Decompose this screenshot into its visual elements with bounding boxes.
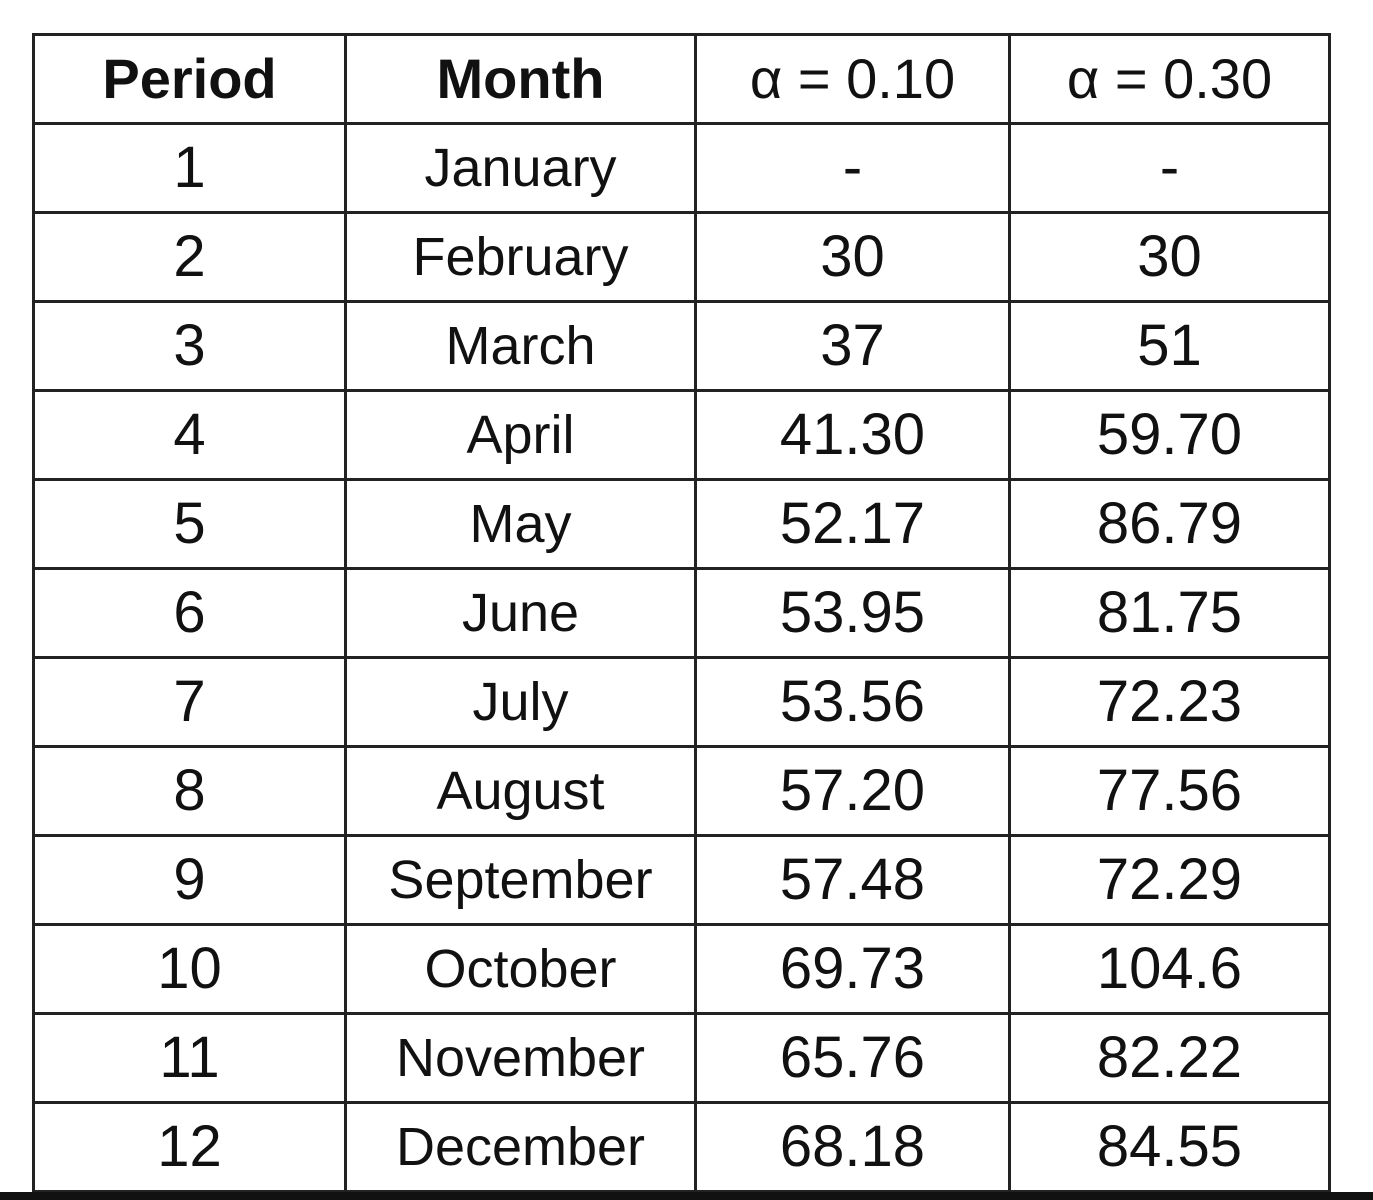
cell-period: 11 xyxy=(34,1014,346,1103)
cell-period: 4 xyxy=(34,391,346,480)
table-row xyxy=(34,1103,1330,1192)
table-row xyxy=(34,302,1330,391)
cell-alpha-030: - xyxy=(1010,124,1330,213)
cell-month: January xyxy=(346,124,696,213)
cell-month: April xyxy=(346,391,696,480)
table-row xyxy=(34,925,1330,1014)
cell-month: June xyxy=(346,569,696,658)
cell-month: November xyxy=(346,1014,696,1103)
table-row xyxy=(34,213,1330,302)
cell-alpha-030: 104.6 xyxy=(1010,925,1330,1014)
cell-alpha-010: 30 xyxy=(696,213,1010,302)
header-row xyxy=(34,35,1330,124)
table-row xyxy=(34,480,1330,569)
table-row xyxy=(34,836,1330,925)
cell-alpha-030: 86.79 xyxy=(1010,480,1330,569)
table-row xyxy=(34,658,1330,747)
cell-period: 1 xyxy=(34,124,346,213)
cell-period: 9 xyxy=(34,836,346,925)
table-row xyxy=(34,124,1330,213)
cell-period: 12 xyxy=(34,1103,346,1192)
bottom-edge-rule xyxy=(0,1192,1373,1200)
cell-alpha-010: 41.30 xyxy=(696,391,1010,480)
cell-month: March xyxy=(346,302,696,391)
cell-period: 8 xyxy=(34,747,346,836)
cell-alpha-010: 69.73 xyxy=(696,925,1010,1014)
header-month: Month xyxy=(346,35,696,124)
cell-alpha-010: 57.20 xyxy=(696,747,1010,836)
table-row xyxy=(34,747,1330,836)
header-alpha-030: α = 0.30 xyxy=(1010,35,1330,124)
cell-alpha-010: 53.56 xyxy=(696,658,1010,747)
cell-alpha-030: 77.56 xyxy=(1010,747,1330,836)
cell-alpha-010: 65.76 xyxy=(696,1014,1010,1103)
cell-month: December xyxy=(346,1103,696,1192)
cell-period: 3 xyxy=(34,302,346,391)
cell-month: May xyxy=(346,480,696,569)
cell-month: October xyxy=(346,925,696,1014)
cell-month: July xyxy=(346,658,696,747)
cell-alpha-030: 59.70 xyxy=(1010,391,1330,480)
header-period: Period xyxy=(34,35,346,124)
cell-month: September xyxy=(346,836,696,925)
cell-alpha-030: 30 xyxy=(1010,213,1330,302)
table-body xyxy=(34,124,1330,1192)
cell-alpha-010: 52.17 xyxy=(696,480,1010,569)
table-row xyxy=(34,1014,1330,1103)
table-row xyxy=(34,569,1330,658)
cell-alpha-010: 37 xyxy=(696,302,1010,391)
cell-alpha-030: 72.29 xyxy=(1010,836,1330,925)
cell-alpha-030: 72.23 xyxy=(1010,658,1330,747)
forecast-table xyxy=(32,33,1331,1193)
cell-period: 6 xyxy=(34,569,346,658)
cell-alpha-030: 84.55 xyxy=(1010,1103,1330,1192)
cell-period: 2 xyxy=(34,213,346,302)
cell-alpha-010: - xyxy=(696,124,1010,213)
cell-month: August xyxy=(346,747,696,836)
cell-alpha-030: 81.75 xyxy=(1010,569,1330,658)
cell-alpha-010: 53.95 xyxy=(696,569,1010,658)
cell-period: 5 xyxy=(34,480,346,569)
table-row xyxy=(34,391,1330,480)
header-alpha-010: α = 0.10 xyxy=(696,35,1010,124)
cell-alpha-030: 82.22 xyxy=(1010,1014,1330,1103)
cell-alpha-030: 51 xyxy=(1010,302,1330,391)
cell-alpha-010: 57.48 xyxy=(696,836,1010,925)
cell-period: 10 xyxy=(34,925,346,1014)
cell-month: February xyxy=(346,213,696,302)
cell-period: 7 xyxy=(34,658,346,747)
cell-alpha-010: 68.18 xyxy=(696,1103,1010,1192)
